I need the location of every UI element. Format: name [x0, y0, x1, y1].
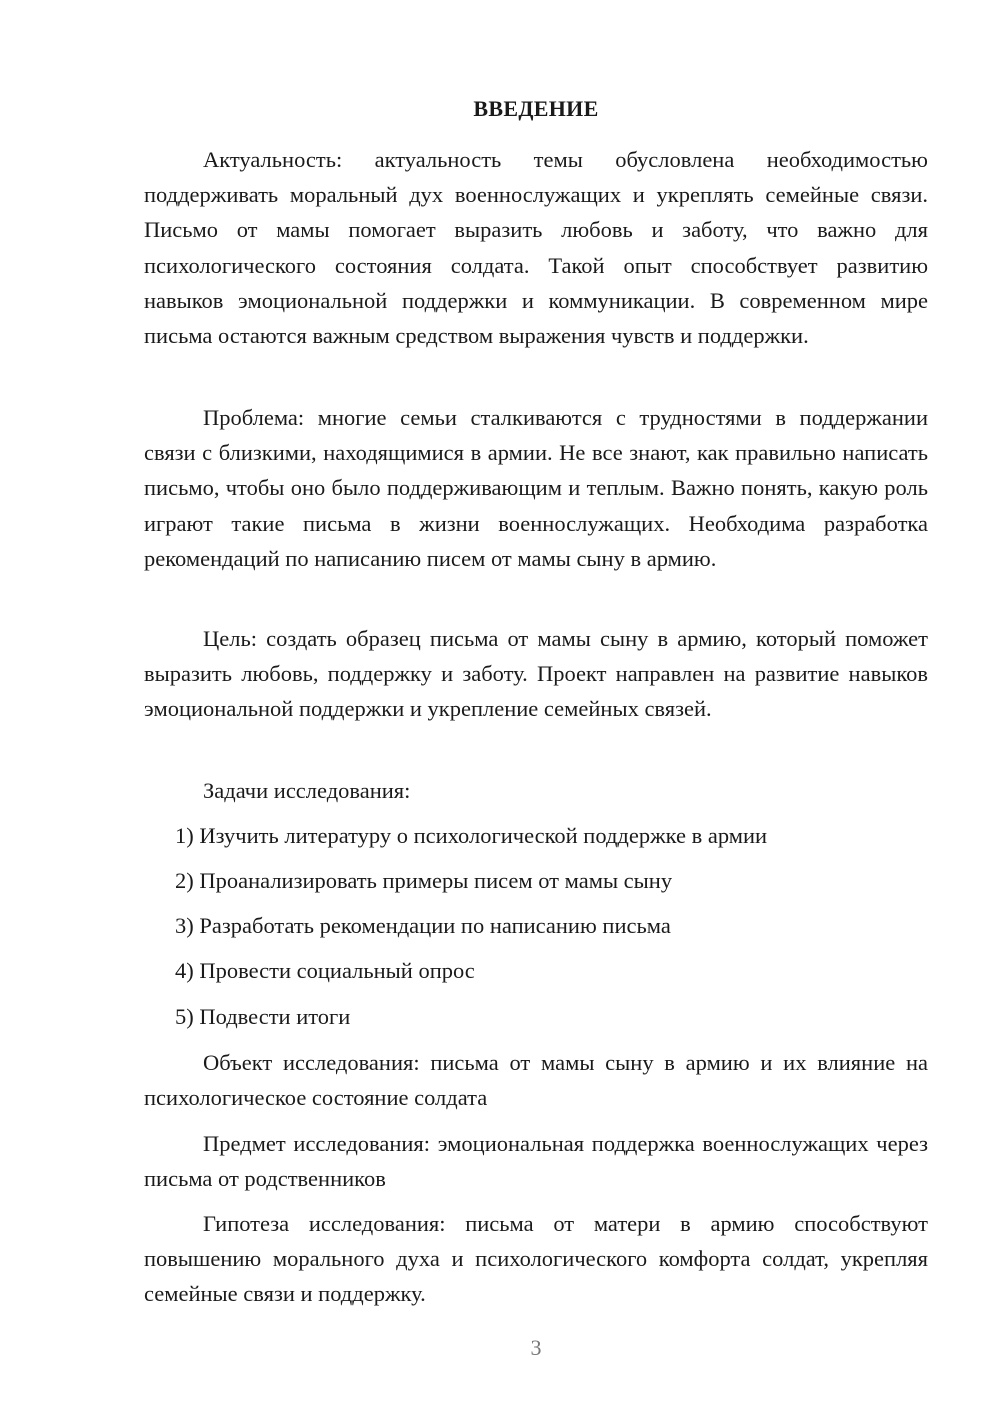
page-number: 3 [530, 1335, 542, 1360]
paragraph-object: Объект исследования: письма от мамы сыну в армию и их влияние на психологическое состояние солдата [144, 1050, 928, 1111]
task-item: 3) Разработать рекомендации по написанию письма [175, 913, 671, 938]
task-item: 5) Подвести итоги [175, 1004, 351, 1029]
task-item: 1) Изучить литературу о психологической поддержке в армии [175, 823, 768, 848]
paragraph-problem: Проблема: многие семьи сталкиваются с трудностями в поддержании связи с близкими, находящимися в армии. Не все знают, как правильно написать письмо, чтобы оно было поддерживающим и теплым. Важно понять, какую роль играют такие письма в жизни военнослужащих. Необходима разработка рекомендаций по написанию писем от мамы сыну в армию. [144, 405, 928, 571]
paragraph-goal: Цель: создать образец письма от мамы сыну в армию, который поможет выразить любовь, поддержку и заботу. Проект направлен на развитие навыков эмоциональной поддержки и укрепление семейных связей. [144, 626, 928, 722]
paragraph-hypothesis: Гипотеза исследования: письма от матери в армию способствуют повышению морального духа и психологического комфорта солдат, укрепляя семейные связи и поддержку. [144, 1211, 928, 1307]
task-item: 4) Провести социальный опрос [175, 958, 475, 983]
page-title: ВВЕДЕНИЕ [473, 96, 599, 121]
paragraph-subject: Предмет исследования: эмоциональная поддержка военнослужащих через письма от родственников [144, 1131, 928, 1192]
paragraph-relevance: Актуальность: актуальность темы обусловлена необходимостью поддерживать моральный дух военнослужащих и укреплять семейные связи. Письмо от мамы помогает выразить любовь и заботу, что важно для психологического состояния солдата. Такой опыт способствует развитию навыков эмоциональной поддержки и коммуникации. В современном мире письма остаются важным средством выражения чувств и поддержки. [144, 147, 928, 349]
task-item: 2) Проанализировать примеры писем от мамы сыну [175, 868, 673, 893]
tasks-heading: Задачи исследования: [203, 778, 411, 803]
